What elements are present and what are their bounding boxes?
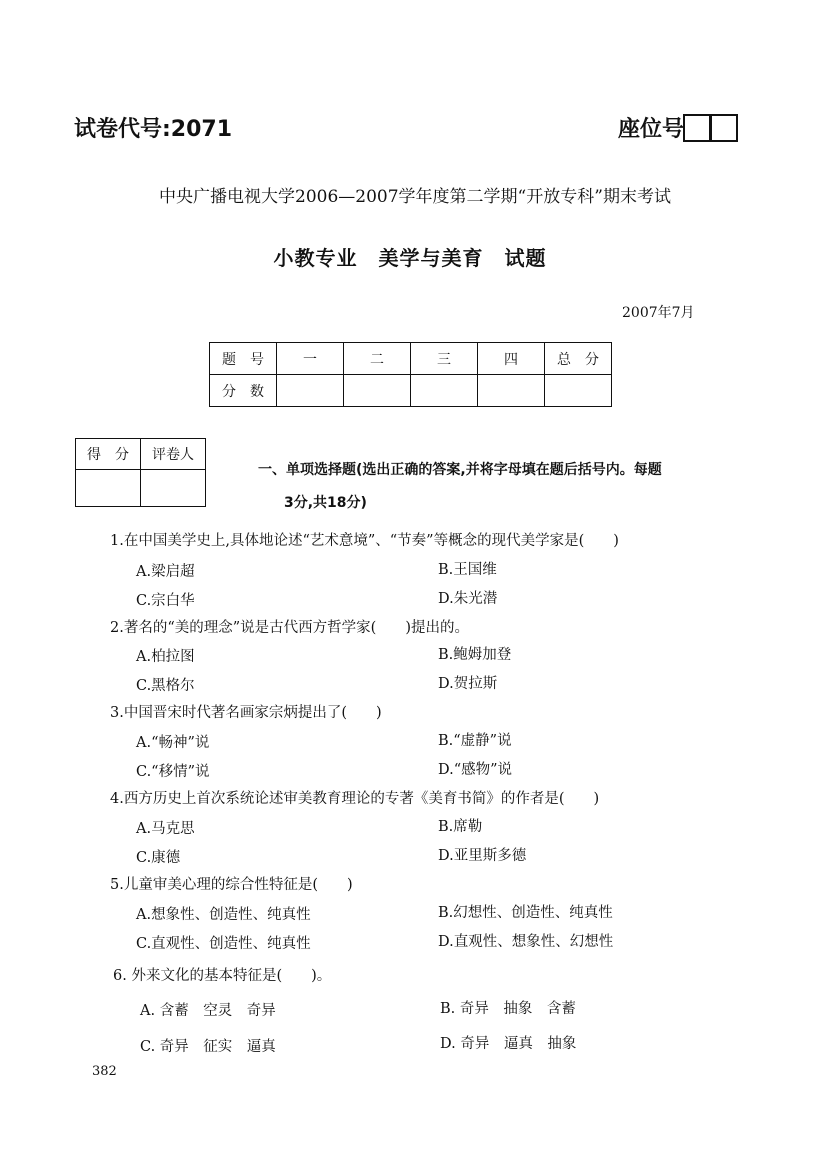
- grader-table: [75, 438, 206, 507]
- question-text: 4.西方历史上首次系统论述审美教育理论的专著《美育书简》的作者是( ): [110, 791, 600, 807]
- option-c: C.康德: [136, 850, 181, 866]
- score-table-header-cell: 四: [478, 343, 545, 375]
- exam-title: 中央广播电视大学2006—2007学年度第二学期“开放专科”期末考试: [159, 187, 671, 207]
- paper-code: 试卷代号:2071: [74, 117, 233, 142]
- question-text: 1.在中国美学史上,具体地论述“艺术意境”、“节奏”等概念的现代美学家是( ): [110, 533, 619, 549]
- score-cell[interactable]: [545, 375, 612, 407]
- seat-label: 座位号: [618, 117, 685, 142]
- option-b: B.鲍姆加登: [438, 647, 512, 663]
- option-c: C. 奇异 征实 逼真: [140, 1039, 276, 1055]
- option-b: B.王国维: [438, 562, 497, 578]
- score-cell[interactable]: [344, 375, 411, 407]
- option-a: A. 含蓄 空灵 奇异: [140, 1003, 276, 1019]
- seat-number: [618, 112, 738, 143]
- score-table-header-cell: 一: [277, 343, 344, 375]
- score-table-header-cell: 三: [411, 343, 478, 375]
- score-row-label: 分 数: [210, 375, 277, 407]
- option-c: C.直观性、创造性、纯真性: [136, 936, 311, 952]
- seat-box: [710, 114, 738, 142]
- option-c: C.黑格尔: [136, 678, 195, 694]
- section-heading: 一、单项选择题(选出正确的答案,并将字母填在题后括号内。每题: [258, 462, 662, 478]
- option-d: D.贺拉斯: [438, 676, 498, 692]
- option-c: C.“移情”说: [136, 764, 210, 780]
- option-c: C.宗白华: [136, 593, 195, 609]
- grader-score-cell[interactable]: [76, 470, 141, 507]
- option-d: D. 奇异 逼真 抽象: [440, 1036, 577, 1052]
- option-d: D.直观性、想象性、幻想性: [438, 934, 614, 950]
- option-d: D.朱光潜: [438, 591, 498, 607]
- score-cell[interactable]: [478, 375, 545, 407]
- option-b: B.“虚静”说: [438, 733, 512, 749]
- score-table-header-cell: 题 号: [210, 343, 277, 375]
- exam-date: 2007年7月: [622, 305, 695, 321]
- option-b: B.幻想性、创造性、纯真性: [438, 905, 613, 921]
- score-table-header-cell: 总 分: [545, 343, 612, 375]
- page-number: 382: [92, 1064, 117, 1079]
- seat-box: [683, 114, 711, 142]
- option-b: B.席勒: [438, 819, 483, 835]
- score-table-header-cell: 二: [344, 343, 411, 375]
- question-text: 6. 外来文化的基本特征是( )。: [113, 968, 332, 984]
- score-table-value-row: [210, 375, 612, 407]
- option-d: D.“感物”说: [438, 762, 513, 778]
- score-cell[interactable]: [277, 375, 344, 407]
- option-d: D.亚里斯多德: [438, 848, 527, 864]
- option-a: A.梁启超: [136, 564, 195, 580]
- option-a: A.想象性、创造性、纯真性: [136, 907, 311, 923]
- option-a: A.“畅神”说: [136, 735, 210, 751]
- subject-title: 小教专业 美学与美育 试题: [273, 246, 547, 270]
- score-table-header-row: [210, 343, 612, 375]
- option-a: A.柏拉图: [136, 649, 195, 665]
- score-table: [209, 342, 612, 407]
- question-text: 5.儿童审美心理的综合性特征是( ): [110, 877, 353, 893]
- option-b: B. 奇异 抽象 含蓄: [440, 1001, 576, 1017]
- question-text: 2.著名的“美的理念”说是古代西方哲学家( )提出的。: [110, 620, 469, 636]
- section-subheading: 3分,共18分): [284, 495, 367, 511]
- grader-name-cell[interactable]: [141, 470, 206, 507]
- option-a: A.马克思: [136, 821, 195, 837]
- grader-name-label: 评卷人: [141, 439, 206, 470]
- score-cell[interactable]: [411, 375, 478, 407]
- grader-score-label: 得 分: [76, 439, 141, 470]
- question-text: 3.中国晋宋时代著名画家宗炳提出了( ): [110, 705, 382, 721]
